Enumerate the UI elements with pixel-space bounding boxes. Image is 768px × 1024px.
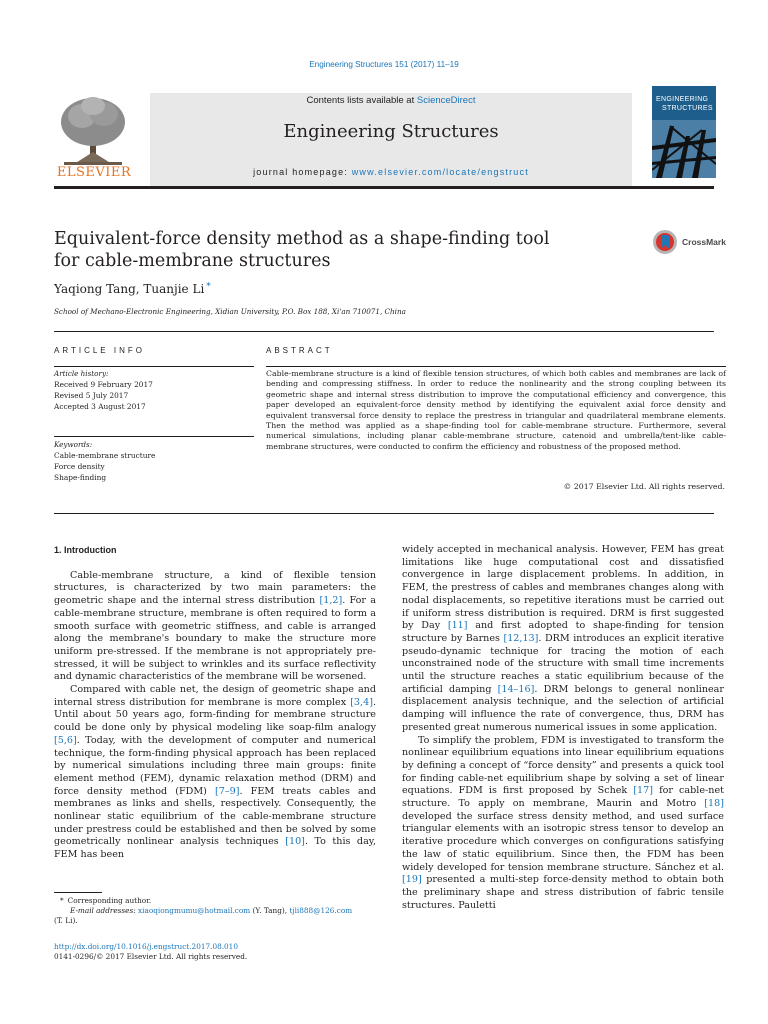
keyword-item: Shape-finding bbox=[54, 473, 107, 482]
corresponding-author-mark[interactable]: * bbox=[206, 282, 211, 292]
reference-link[interactable]: [5,6] bbox=[54, 734, 77, 746]
affiliation-rule bbox=[54, 331, 714, 332]
keyword-item: Force density bbox=[54, 462, 105, 471]
received-date: Received 9 February 2017 bbox=[54, 380, 153, 389]
reference-link[interactable]: [18] bbox=[704, 798, 724, 810]
homepage-link[interactable]: www.elsevier.com/locate/engstruct bbox=[351, 167, 529, 177]
reference-link[interactable]: [10] bbox=[285, 836, 305, 848]
email-link[interactable]: xiaoqiongmumu@hotmail.com bbox=[138, 906, 251, 915]
keywords-rule bbox=[54, 436, 254, 437]
section-heading-introduction: 1. Introduction bbox=[54, 545, 117, 555]
reference-link[interactable]: [11] bbox=[447, 620, 468, 632]
cover-title-line1: ENGINEERING bbox=[656, 96, 709, 103]
corresponding-author-footnote: * Corresponding author. E-mail addresses: xiaoqiongmumu@hotmail.com (Y. Tang), tjli888@126.com (T. Li). bbox=[54, 896, 353, 925]
sciencedirect-link[interactable]: ScienceDirect bbox=[416, 95, 476, 106]
reference-link[interactable]: [1,2] bbox=[319, 595, 343, 607]
crossmark-icon bbox=[652, 229, 678, 255]
keyword-item: Cable-membrane structure bbox=[54, 451, 156, 460]
journal-cover[interactable] bbox=[652, 86, 716, 178]
abstract-text: Cable-membrane structure is a kind of flexible tension structures, of which both cables and membranes are lack of bending and compressing stiffness. In order to reduce the nonlinearity and the strong coupling between its geometric shape and internal stress distribution to improve the computational efficiency and convergence, this paper developed an equivalent-force density method by identifying the equivalent axial force density and equivalent transversal force density to replace the prestress in triangular and quadrilateral membrane elements. Then the method was applied as a shape-finding tool for cable-membrane structure. Furthermore, several numerical simulations, including planar cable-membrane structure, catenoid and umbrella/tent-like cable-membrane structures, were conducted to confirm the efficiency and robustness of the proposed method. bbox=[266, 369, 726, 451]
revised-date: Revised 5 July 2017 bbox=[54, 391, 129, 400]
keywords-label: Keywords: bbox=[54, 440, 93, 449]
reference-link[interactable]: [14–16] bbox=[497, 683, 535, 695]
header-rule bbox=[54, 186, 714, 189]
reference-link[interactable]: [17] bbox=[633, 785, 654, 797]
paragraph: To simplify the problem, FDM is investigated to transform the nonlinear equilibrium equations into linear equilibrium equations by defining a concept of “force density” and presents a quick tool for finding cable-net equilibrium shape by solving a set of linear equations. FDM is first proposed by Schek [17] for cable-net structure. To apply on membrane, Maurin and Motro [18] developed the surface stress density method, and used surface triangular elements with an isotropic stress tensor to develop an iterative procedure which converges on configurations satisfying the law of static equilibrium. Since then, the FDM has been widely developed for tension membrane structure. Sánchez et al. [19] presented a multi-step force-density method to obtain both the preliminary shape and stress distribution of fabric tensile structures. Pauletti bbox=[402, 734, 724, 911]
email-link[interactable]: tjli888@126.com bbox=[289, 906, 353, 915]
cover-title-line2: STRUCTURES bbox=[662, 105, 713, 112]
abstract-rule bbox=[266, 366, 726, 367]
article-title: Equivalent-force density method as a shape-finding tool for cable-membrane structures bbox=[54, 229, 550, 271]
crossmark-badge[interactable] bbox=[652, 229, 732, 257]
journal-title: Engineering Structures bbox=[283, 121, 499, 142]
elsevier-wordmark: ELSEVIER bbox=[56, 165, 132, 180]
crossmark-label: CrossMark bbox=[682, 237, 726, 247]
paragraph: Compared with cable net, the design of geometric shape and internal stress distribution for membrane is more complex [3,4]. Until about 50 years ago, form-finding for membrane structure could be done only by physical modeling like soap-film analogy [5,6]. Today, with the development of computer and numerical technique, the form-finding physical approach has been replaced by numerical simulations including three main groups: finite element method (FEM), dynamic relaxation method (DRM) and force density method (FDM) [7–9]. FEM treats cables and membranes as links and shells, respectively. Consequently, the nonlinear static equilibrium of the cable-membrane structure under prestress could be established and then be solved by some geometrically nonlinear analysis techniques [10]. To this day, FEM has been bbox=[54, 684, 377, 861]
paragraph: Cable-membrane structure, a kind of flexible tension structures, is characterized by two main parameters: the geometric shape and the internal stress distribution [1,2]. For a cable-membrane structure, membrane is often required to form a smooth surface with geometric stiffness, and cable is arranged along the membrane's boundary to make the structure more uniform pre-stressed. If the membrane is not appropriately pre-stressed, it will be subject to wrinkles and its surface reflectivity and dynamic characteristics of the membrane will be worsened. bbox=[54, 569, 376, 683]
article-info-heading: ARTICLE INFO bbox=[54, 346, 145, 355]
doi-link[interactable]: http://dx.doi.org/10.1016/j.engstruct.2017.08.010 bbox=[54, 942, 238, 951]
issn-line: 0141-0296/© 2017 Elsevier Ltd. All rights reserved. bbox=[54, 952, 248, 961]
abstract-copyright: © 2017 Elsevier Ltd. All rights reserved. bbox=[563, 482, 725, 491]
abstract-bottom-rule bbox=[54, 513, 714, 514]
footnote-mark: * bbox=[60, 896, 64, 905]
reference-link[interactable]: [7–9] bbox=[215, 785, 240, 797]
article-history-label: Article history: bbox=[54, 369, 109, 378]
reference-link[interactable]: [19] bbox=[402, 874, 422, 886]
page-footer bbox=[54, 942, 247, 962]
paragraph: widely accepted in mechanical analysis. However, FEM has great limitations like huge computational cost and dissatisfied convergence in large displacement problems. In addition, in FEM, the prestress of cables and membranes changes along with nodal displacements, so repetitive iterations must be carried out if uniform stress distribution is required. DRM is first suggested by Day [11] and first adopted to shape-finding for tension structure by Barnes [12,13]. DRM introduces an explicit iterative pseudo-dynamic technique for tracing the motion of each unconstrained node of the structure with small time increments until the structure reaches a static equilibrium because of the artificial damping [14–16]. DRM belongs to general nonlinear displacement analysis technique, and the selection of artificial damping will influence the rate of convergence, thus, DRM has presented great numerous numerical issues in some application. bbox=[402, 544, 724, 733]
article-info-rule bbox=[54, 366, 254, 367]
accepted-date: Accepted 3 August 2017 bbox=[54, 402, 146, 411]
footnote-rule bbox=[54, 892, 102, 893]
reference-link[interactable]: [3,4] bbox=[350, 696, 373, 708]
reference-link[interactable]: [12,13] bbox=[503, 632, 539, 644]
body-right-column bbox=[402, 544, 724, 912]
abstract-heading: ABSTRACT bbox=[266, 346, 333, 355]
contents-line: Contents lists available at ScienceDirect bbox=[306, 95, 476, 106]
affiliation: School of Mechano-Electronic Engineering, Xidian University, P.O. Box 188, Xi'an 710071, China bbox=[54, 307, 406, 316]
elsevier-logo[interactable] bbox=[54, 92, 134, 184]
author-list: Yaqiong Tang, Tuanjie Li * bbox=[54, 282, 211, 296]
journal-citation[interactable]: Engineering Structures 151 (2017) 11–19 bbox=[309, 60, 459, 69]
body-left-column bbox=[54, 544, 376, 862]
journal-homepage: journal homepage: www.elsevier.com/locate/engstruct bbox=[253, 167, 529, 177]
